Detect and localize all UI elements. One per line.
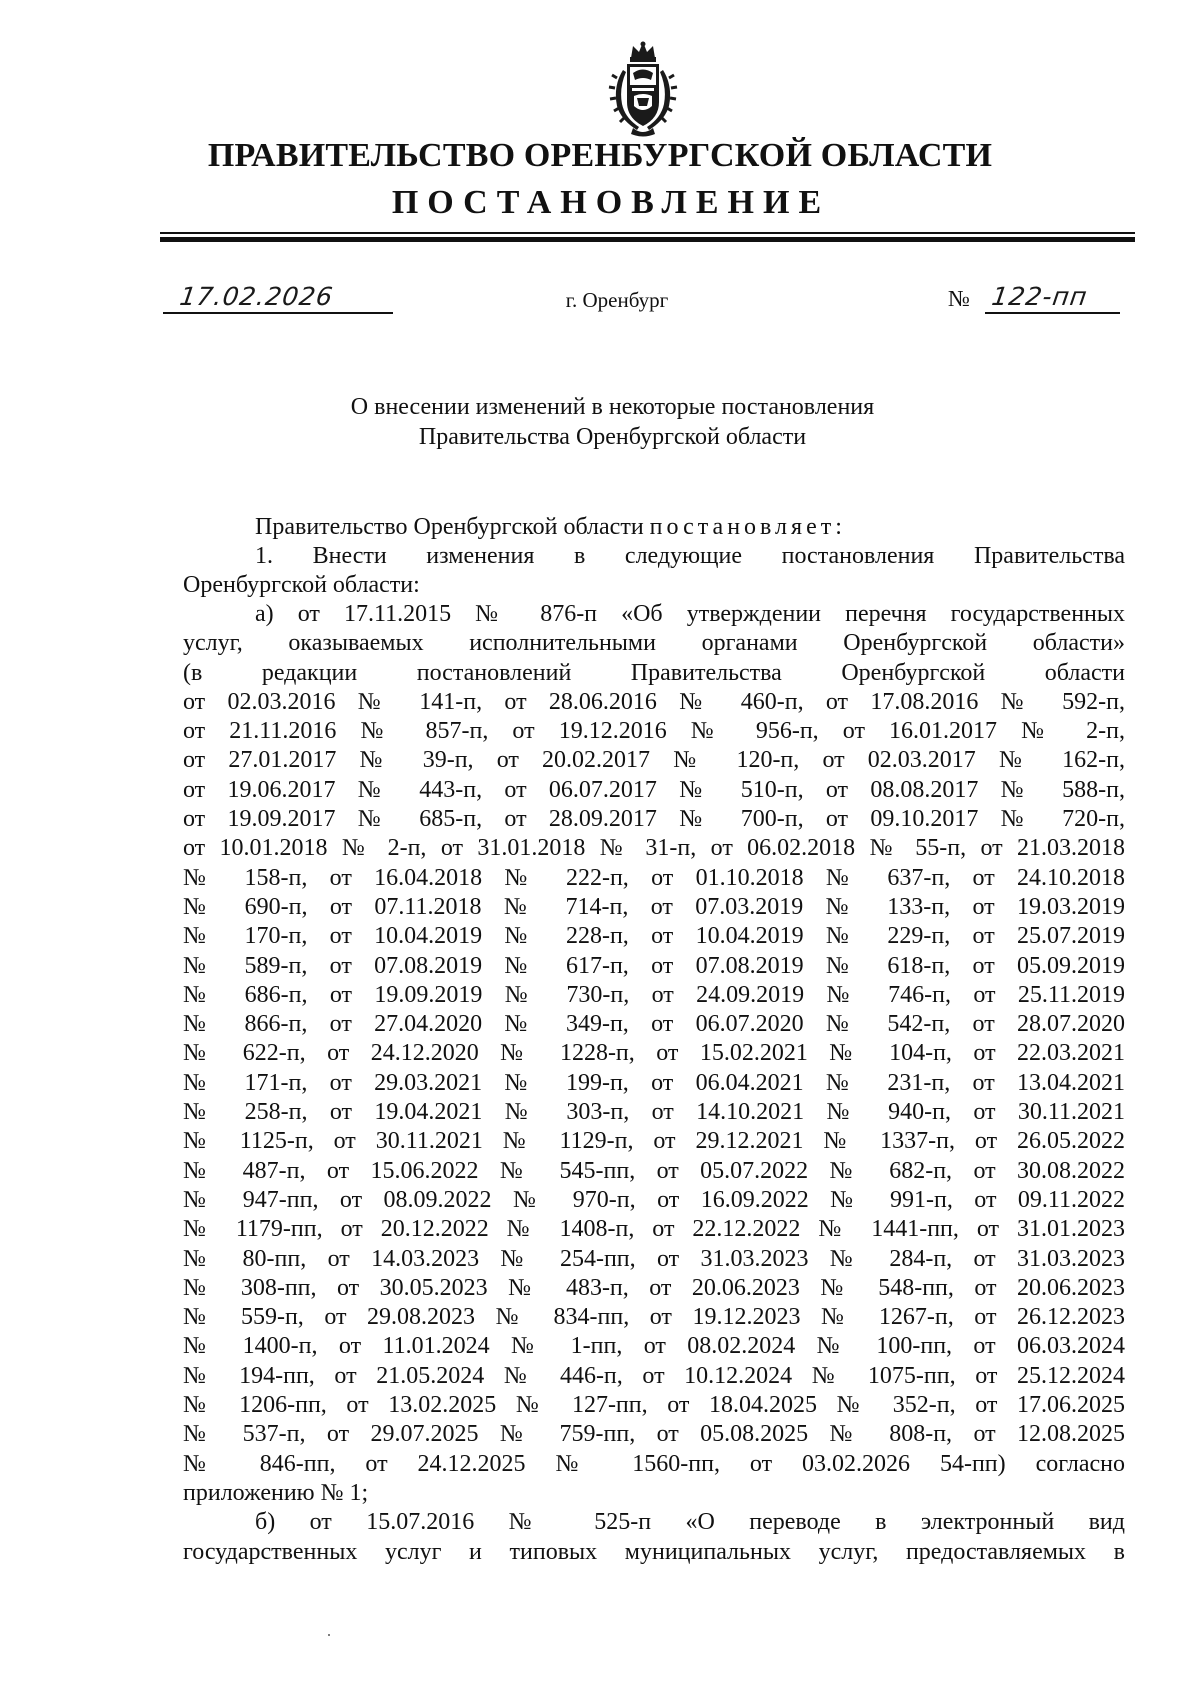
text-line: от 10.01.2018 № 2-п, от 31.01.2018 № 31-п, от 06.02.2018 № 55-п, от 21.03.2018 xyxy=(183,835,1125,862)
document-city: г. Оренбург xyxy=(565,288,669,312)
text-line: № 690-п, от 07.11.2018 № 714-п, от 07.03.2019 № 133-п, от 19.03.2019 xyxy=(183,893,1125,920)
text-line: от 27.01.2017 № 39-п, от 20.02.2017 № 120-п, от 02.03.2017 № 162-п, xyxy=(183,747,1125,774)
text-line: № 559-п, от 29.08.2023 № 834-пп, от 19.12.2023 № 1267-п, от 26.12.2023 xyxy=(183,1304,1125,1331)
text-line: Оренбургской области: xyxy=(183,572,420,598)
text-line: государственных услуг и типовых муниципальных услуг, предоставляемых в xyxy=(183,1538,1125,1565)
text-line: № 1206-пп, от 13.02.2025 № 127-пп, от 18.04.2025 № 352-п, от 17.06.2025 xyxy=(183,1392,1125,1419)
oblast-coat-of-arms-icon xyxy=(603,40,683,138)
item-1 xyxy=(183,542,1125,600)
text-line: № 80-пп, от 14.03.2023 № 254-пп, от 31.03.2023 № 284-п, от 31.03.2023 xyxy=(183,1245,1125,1272)
text-line: № 158-п, от 16.04.2018 № 222-п, от 01.10.2018 № 637-п, от 24.10.2018 xyxy=(183,864,1125,891)
intro-lead: Правительство Оренбургской области xyxy=(255,514,650,540)
text-line: 1. Внести изменения в следующие постановления Правительства xyxy=(255,543,1125,569)
document-date: 17.02.2026 xyxy=(177,282,336,311)
subject-line: О внесении изменений в некоторые постановления xyxy=(350,394,875,420)
text-line: № 170-п, от 10.04.2019 № 228-п, от 10.04.2019 № 229-п, от 25.07.2019 xyxy=(183,923,1125,950)
document-type: ПОСТАНОВЛЕНИЕ xyxy=(391,184,831,221)
text-line: № 171-п, от 29.03.2021 № 199-п, от 06.04.2021 № 231-п, от 13.04.2021 xyxy=(183,1069,1125,1096)
document-number: 122-пп xyxy=(989,282,1090,311)
subject-line: Правительства Оренбургской области xyxy=(418,424,807,450)
header-rule-thin xyxy=(160,232,1135,234)
text-line: № 1125-п, от 30.11.2021 № 1129-п, от 29.12.2021 № 1337-п, от 26.05.2022 xyxy=(183,1128,1125,1155)
scan-speck xyxy=(328,1634,330,1636)
text-line: (в редакции постановлений Правительства Оренбургской области xyxy=(183,659,1125,686)
text-line: от 19.09.2017 № 685-п, от 28.09.2017 № 700-п, от 09.10.2017 № 720-п, xyxy=(183,806,1125,833)
header-rule-thick xyxy=(160,237,1135,242)
intro-resolves: постановляет: xyxy=(649,514,846,540)
item-a xyxy=(183,600,1125,1508)
text-line: № 947-пп, от 08.09.2022 № 970-п, от 16.09.2022 № 991-п, от 09.11.2022 xyxy=(183,1186,1125,1213)
text-line: услуг, оказываемых исполнительными органами Оренбургской области» xyxy=(183,630,1125,657)
text-line: № 258-п, от 19.04.2021 № 303-п, от 14.10.2021 № 940-п, от 30.11.2021 xyxy=(183,1099,1125,1126)
resolution-intro xyxy=(183,513,1125,542)
text-line: от 19.06.2017 № 443-п, от 06.07.2017 № 510-п, от 08.08.2017 № 588-п, xyxy=(183,776,1125,803)
text-line: от 21.11.2016 № 857-п, от 19.12.2016 № 956-п, от 16.01.2017 № 2-п, xyxy=(183,718,1125,745)
text-line: № 308-пп, от 30.05.2023 № 483-п, от 20.06.2023 № 548-пп, от 20.06.2023 xyxy=(183,1274,1125,1301)
text-line: № 866-п, от 27.04.2020 № 349-п, от 06.07.2020 № 542-п, от 28.07.2020 xyxy=(183,1011,1125,1038)
text-line: приложению № 1; xyxy=(183,1479,369,1506)
text-line: № 846-пп, от 24.12.2025 № 1560-пп, от 03.02.2026 54-пп) согласно xyxy=(183,1450,1125,1477)
number-underline xyxy=(985,312,1120,314)
text-line: № 1179-пп, от 20.12.2022 № 1408-п, от 22.12.2022 № 1441-пп, от 31.01.2023 xyxy=(183,1216,1125,1243)
text-line: № 622-п, от 24.12.2020 № 1228-п, от 15.02.2021 № 104-п, от 22.03.2021 xyxy=(183,1040,1125,1067)
text-line: № 487-п, от 15.06.2022 № 545-пп, от 05.07.2022 № 682-п, от 30.08.2022 xyxy=(183,1157,1125,1184)
text-line: а) от 17.11.2015 № 876-п «Об утверждении перечня государственных xyxy=(255,601,1125,627)
text-line: от 02.03.2016 № 141-п, от 28.06.2016 № 460-п, от 17.08.2016 № 592-п, xyxy=(183,688,1125,715)
text-line: № 686-п, от 19.09.2019 № 730-п, от 24.09.2019 № 746-п, от 25.11.2019 xyxy=(183,981,1125,1008)
document-subject xyxy=(0,392,1200,452)
item-b xyxy=(183,1508,1125,1567)
text-line: № 537-п, от 29.07.2025 № 759-пп, от 05.08.2025 № 808-п, от 12.08.2025 xyxy=(183,1421,1125,1448)
government-name: ПРАВИТЕЛЬСТВО ОРЕНБУРГСКОЙ ОБЛАСТИ xyxy=(207,137,993,174)
text-line: б) от 15.07.2016 № 525-п «О переводе в электронный вид xyxy=(255,1509,1125,1536)
number-sign: № xyxy=(948,286,970,311)
text-line: № 194-пп, от 21.05.2024 № 446-п, от 10.12.2024 № 1075-пп, от 25.12.2024 xyxy=(183,1362,1125,1389)
text-line: № 589-п, от 07.08.2019 № 617-п, от 07.08.2019 № 618-п, от 05.09.2019 xyxy=(183,952,1125,979)
document-body xyxy=(183,513,1125,1567)
text-line: № 1400-п, от 11.01.2024 № 1-пп, от 08.02.2024 № 100-пп, от 06.03.2024 xyxy=(183,1333,1125,1360)
